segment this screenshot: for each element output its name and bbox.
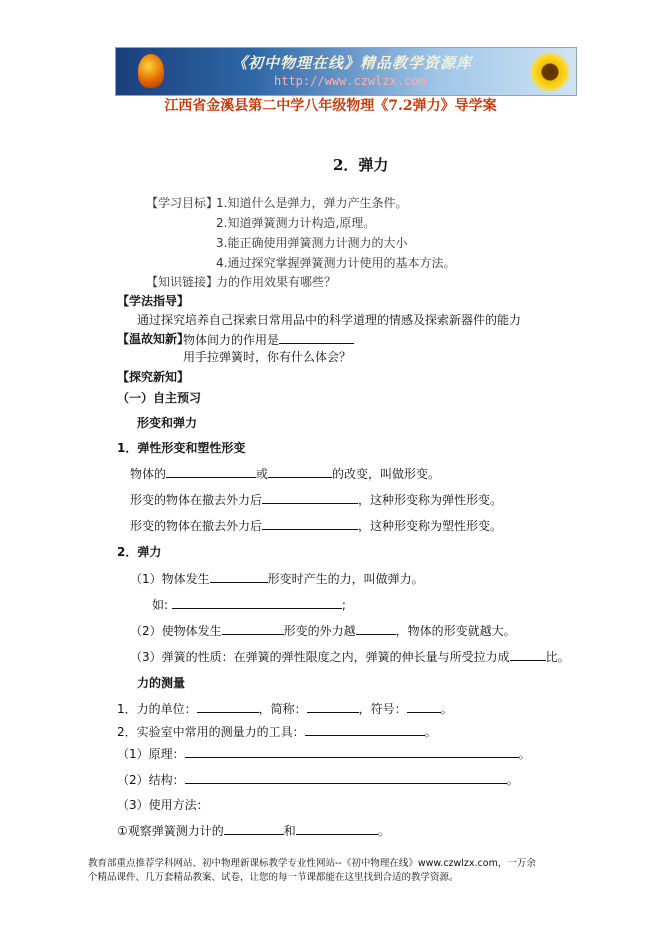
answer-blank[interactable] (222, 622, 284, 635)
sunflower-icon (530, 52, 570, 92)
answer-blank[interactable] (166, 465, 256, 478)
answer-blank[interactable] (268, 465, 332, 478)
self-preview-heading: （一）自主预习 (117, 391, 202, 405)
fill-line: ①观察弹簧测力计的 和 。 (117, 824, 390, 838)
fill-line: （2）结构： 。 (117, 773, 519, 787)
fill-line: 1．力的单位： ，简称： ，符号： 。 (117, 702, 453, 716)
answer-blank[interactable] (356, 622, 396, 635)
subheading-deformation: 形变和弹力 (137, 416, 198, 430)
goal-item: 1.知道什么是弹力，弹力产生条件。 (216, 196, 408, 210)
answer-blank[interactable] (262, 517, 358, 530)
explore-label: 【探究新知】 (117, 370, 190, 384)
review-label: 【温故知新】 (117, 332, 190, 346)
section-title: 2．弹力 (333, 156, 389, 174)
subheading-force-measurement: 力的测量 (137, 676, 186, 690)
answer-blank[interactable] (185, 771, 507, 784)
banner-url: http://www.czwlzx.com (274, 74, 426, 88)
goal-item: 3.能正确使用弹簧测力计测力的大小 (216, 236, 408, 250)
review-line1: 物体间力的作用是 (183, 331, 354, 348)
answer-blank[interactable] (224, 822, 284, 835)
banner-title: 《初中物理在线》精品教学资源库 (232, 54, 473, 72)
knowledge-link-label: 【知识链接】 (146, 275, 219, 289)
site-logo-icon (138, 54, 164, 88)
fill-line: 2．实验室中常用的测量力的工具： 。 (117, 725, 437, 739)
fill-line: （2）使物体发生 形变的外力越 ，物体的形变就越大。 (130, 624, 516, 638)
goal-item: 4.通过探究掌握弹簧测力计使用的基本方法。 (216, 256, 456, 270)
fill-line: 形变的物体在撤去外力后 ，这种形变称为塑性形变。 (130, 519, 503, 533)
answer-blank[interactable] (279, 331, 354, 344)
answer-blank[interactable] (197, 700, 259, 713)
document-title: 江西省金溪县第二中学八年级物理《7.2弹力》导学案 (164, 98, 497, 114)
review-line2: 用手拉弹簧时，你有什么体会？ (183, 350, 352, 364)
answer-blank[interactable] (510, 648, 546, 661)
footer-line1: 教育部重点推荐学科网站、初中物理新课标教学专业性网站--《初中物理在线》www.czwlzx.com，一万余 (88, 858, 536, 869)
answer-blank[interactable] (307, 700, 359, 713)
header-banner (115, 47, 577, 96)
subsection-title: 1．弹性形变和塑性形变 (117, 441, 246, 455)
fill-line: 物体的 或 的改变，叫做形变。 (130, 467, 441, 481)
answer-blank[interactable] (172, 596, 342, 609)
answer-blank[interactable] (305, 723, 425, 736)
goals-label: 【学习目标】 (146, 196, 219, 210)
knowledge-link-text: 力的作用效果有哪些？ (216, 275, 337, 289)
fill-line: 形变的物体在撤去外力后 ，这种形变称为弹性形变。 (130, 493, 503, 507)
method-heading: （3）使用方法： (117, 798, 209, 812)
fill-line: （3）弹簧的性质：在弹簧的弹性限度之内，弹簧的伸长量与所受拉力成 比。 (130, 650, 570, 664)
fill-line: 如: ; (152, 598, 346, 612)
method-label: 【学法指导】 (117, 294, 190, 308)
fill-line: （1）原理： 。 (117, 747, 531, 761)
answer-blank[interactable] (185, 745, 519, 758)
answer-blank[interactable] (210, 570, 268, 583)
fill-line: （1）物体发生 形变时产生的力，叫做弹力。 (130, 572, 424, 586)
answer-blank[interactable] (407, 700, 441, 713)
answer-blank[interactable] (296, 822, 378, 835)
goal-item: 2.知道弹簧测力计构造,原理。 (216, 216, 376, 230)
answer-blank[interactable] (262, 491, 358, 504)
footer-line2: 个精品课件、几万套精品教案、试卷，让您的每一节课都能在这里找到合适的教学资源。 (88, 872, 459, 883)
method-text: 通过探究培养自己探索日常用品中的科学道理的情感及探索新器件的能力 (137, 313, 522, 327)
subsection-title: 2．弹力 (117, 545, 162, 559)
